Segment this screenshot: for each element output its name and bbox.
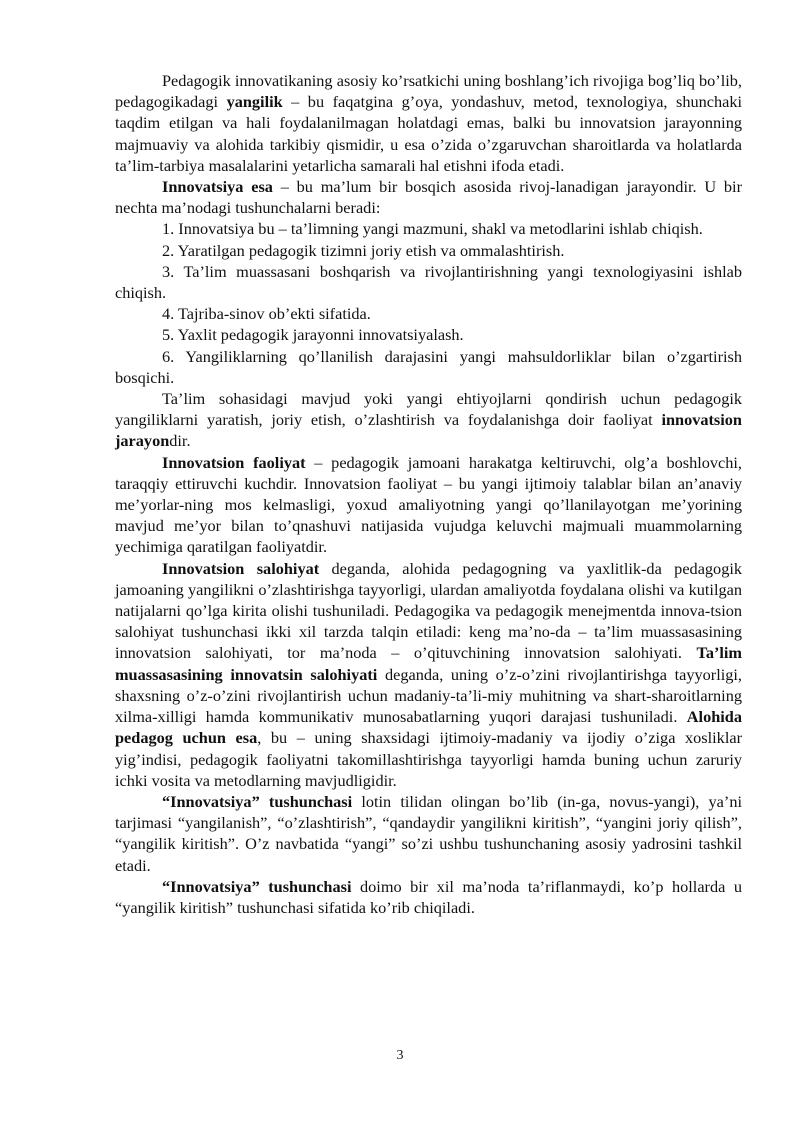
bold-term: “Innovatsiya” tushunchasi [162,791,353,811]
document-body [115,70,742,918]
page-number: 3 [396,1048,404,1063]
bold-term: innovatsion jarayon [115,410,742,451]
paragraph [115,240,742,261]
paragraph [115,324,742,345]
text-run: – bu ma’lum bir bosqich asosida rivoj-lanadigan jarayondir. U bir nechta ma’nodagi tushunchalarni beradi: [115,177,742,218]
text-run: 4. Tajriba-sinov ob’ekti sifatida. [162,304,371,324]
paragraph [115,876,742,918]
text-run: 1. Innovatsiya bu – ta’limning yangi mazmuni, shakl va metodlarini ishlab chiqish. [162,219,703,239]
bold-term: Innovatsion salohiyat [162,558,320,578]
bold-term: Ta’lim muassasasining innovatsin salohiyati [115,643,742,684]
text-run: 5. Yaxlit pedagogik jarayonni innovatsiyalash. [162,325,464,345]
text-run: lotin tilidan olingan bo’lib (in-ga, novus-yangi), ya’ni tarjimasi “yangilanish”, “o’zlashtirish”, “qandaydir yangilikni kiritish”, “yangini joriy qilish”, “yangilik kiritish”. O’z navbatida “yangi” so’zi ushbu tushunchaning asosiy yadrosini tashkil etadi. [115,791,742,875]
text-run: 3. Ta’lim muassasani boshqarish va rivojlantirishning yangi texnologiyasini ishlab chiqish. [115,261,742,303]
paragraph [115,70,742,176]
paragraph [115,791,742,876]
text-run: Ta’lim sohasidagi mavjud yoki yangi ehtiyojlarni qondirish uchun pedagogik yangiliklarni yaratish, joriy etish, o’zlashtirish va foydalanishga doir faoliyat [115,389,742,430]
bold-term: Innovatsion faoliyat [162,452,306,472]
bold-term: Innovatsiya esa [162,177,273,197]
paragraph [115,303,742,324]
paragraph [115,218,742,239]
text-run: deganda, alohida pedagogning va yaxlitlik-da pedagogik jamoaning yangilikni o’zlashtirishga tayyorligi, ulardan amaliyotda foydalana olishi va kutilgan natijalarni qo’lga kirita olishi tushuniladi. Pedagogika va pedagogik menejmentda innova-tsion salohiyat tushunchasi ikki xil tarzda talqin etiladi: keng ma’no-da – ta’lim muassasasining innovatsion salohiyati, tor ma’noda – o’qituvchining innovatsion salohiyati. [115,558,743,663]
paragraph [115,261,742,303]
text-run: – bu faqatgina g’oya, yondashuv, metod, texnologiya, shunchaki taqdim etilgan va hali foydalanilmagan holatdagi emas, balki bu innovatsion jarayonning majmuaviy va alohida tarkibiy qismidir, u esa o’zida o’zgaruvchan sharoitlarda va holatlarda ta’lim-tarbiya masalalarini yetarlicha samarali hal etishni ifoda etadi. [115,92,742,175]
bold-term: yangilik [226,92,283,112]
text-run: 2. Yaratilgan pedagogik tizimni joriy etish va ommalashtirish. [162,240,565,260]
bold-term: Alohida pedagog uchun esa [115,707,742,748]
text-run: 6. Yangiliklarning qo’llanilish darajasini yangi mahsuldorliklar bilan o’zgartirish bosqichi. [115,346,742,387]
text-run: Pedagogik innovatikaning asosiy ko’rsatkichi uning boshlang’ich rivojiga bog’liq bo’lib, pedagogikadagi [115,71,742,112]
text-run: deganda, uning o’z-o’zini rivojlantirishga tayyorligi, shaxsning o’z-o’zini rivojlantirish uchun madaniy-ta’li-miy muhitning va shart-sharoitlarning xilma-xilligi hamda kommunikativ munosabatlarning yuqori darajasi tushuniladi. [115,664,742,727]
text-run: – pedagogik jamoani harakatga keltiruvchi, olg’a boshlovchi, taraqqiy ettiruvchi kuchdir. Innovatsion faoliyat – bu yangi ijtimoiy talablar bilan an’anaviy me’yorlar-ning mos kelmasligi, yoxud amaliyotning yangi qo’llanilayotgan me’yorining mavjud me’yor bilan to’qnashuvi natijasida vujudga keluvchi majmuali muammolarning yechimiga qaratilgan faoliyatdir. [115,452,742,557]
text-run: doimo bir xil ma’noda ta’riflanmaydi, ko’p hollarda u “yangilik kiritish” tushunchasi sifatida ko’rib chiqiladi. [115,876,742,917]
paragraph [115,558,742,791]
text-run: , bu – uning shaxsidagi ijtimoiy-madaniy va ijodiy o’ziga xosliklar yig’indisi, pedagogik faoliyatni takomillashtirishga tayyorligi hamda buning uchun zaruriy ichki vosita va metodlarning mavjudligidir. [115,728,742,790]
paragraph [115,346,742,388]
paragraph [115,452,742,558]
text-run: dir. [169,431,191,451]
paragraph [115,388,742,452]
bold-term: “Innovatsiya” tushunchasi [162,876,352,896]
paragraph [115,176,742,218]
